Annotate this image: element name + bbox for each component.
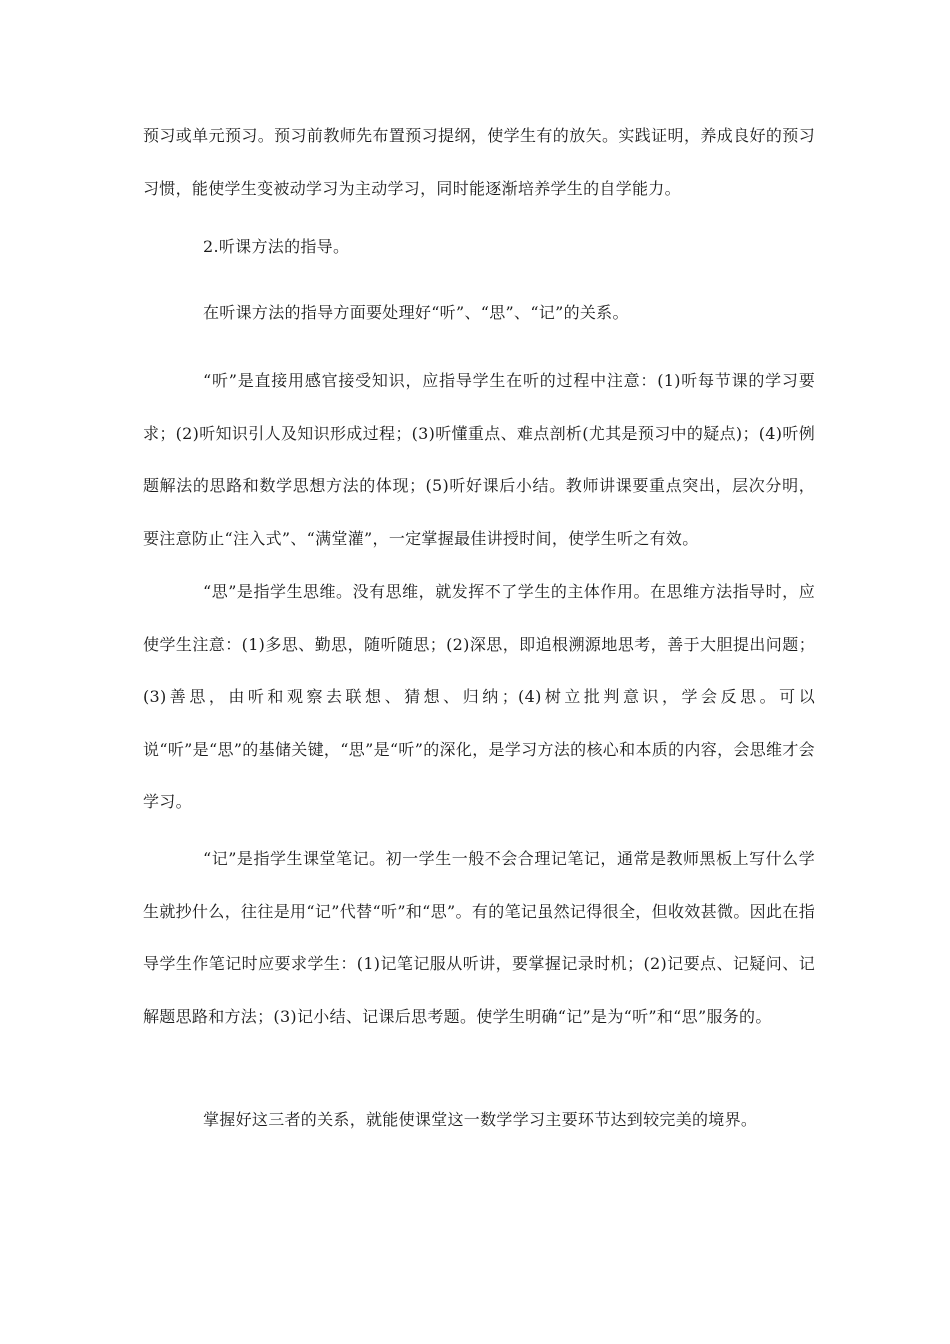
- paragraph-record: “记”是指学生课堂笔记。初一学生一般不会合理记笔记，通常是教师黑板上写什么学生就抄什么，往往是用“记”代替“听”和“思”。有的笔记虽然记得很全，但收效甚微。因此在指导学生作笔记时应要求学生：(1)记笔记服从听讲，要掌握记录时机；(2)记要点、记疑问、记解题思路和方法；(3)记小结、记课后思考题。使学生明确“记”是为“听”和“思”服务的。: [143, 849, 815, 1026]
- paragraph-listen: “听”是直接用感官接受知识，应指导学生在听的过程中注意：(1)听每节课的学习要求；(2)听知识引人及知识形成过程；(3)听懂重点、难点剖析(尤其是预习中的疑点)；(4)听例题解法的思路和数学思想方法的体现；(5)听好课后小结。教师讲课要重点突出，层次分明，要注意防止“注入式”、“满堂灌”，一定掌握最佳讲授时间，使学生听之有效。: [143, 371, 815, 548]
- paragraph-listen-think-record: 在听课方法的指导方面要处理好“听”、“思”、“记”的关系。: [203, 303, 629, 322]
- paragraph-preview-habit: 预习或单元预习。预习前教师先布置预习提纲，使学生有的放矢。实践证明，养成良好的预习习惯，能使学生变被动学习为主动学习，同时能逐渐培养学生的自学能力。: [143, 126, 815, 198]
- paragraph-conclusion: 掌握好这三者的关系，就能使课堂这一数学学习主要环节达到较完美的境界。: [203, 1110, 758, 1129]
- paragraph-think: “思”是指学生思维。没有思维，就发挥不了学生的主体作用。在思维方法指导时，应使学生注意：(1)多思、勤思，随听随思；(2)深思，即追根溯源地思考，善于大胆提出问题；(3)善思，由听和观察去联想、猜想、归纳；(4)树立批判意识，学会反思。可以说“听”是“思”的基储关键，“思”是“听”的深化，是学习方法的核心和本质的内容，会思维才会学习。: [143, 582, 815, 811]
- section-heading-listening-method: 2.听课方法的指导。: [203, 237, 350, 256]
